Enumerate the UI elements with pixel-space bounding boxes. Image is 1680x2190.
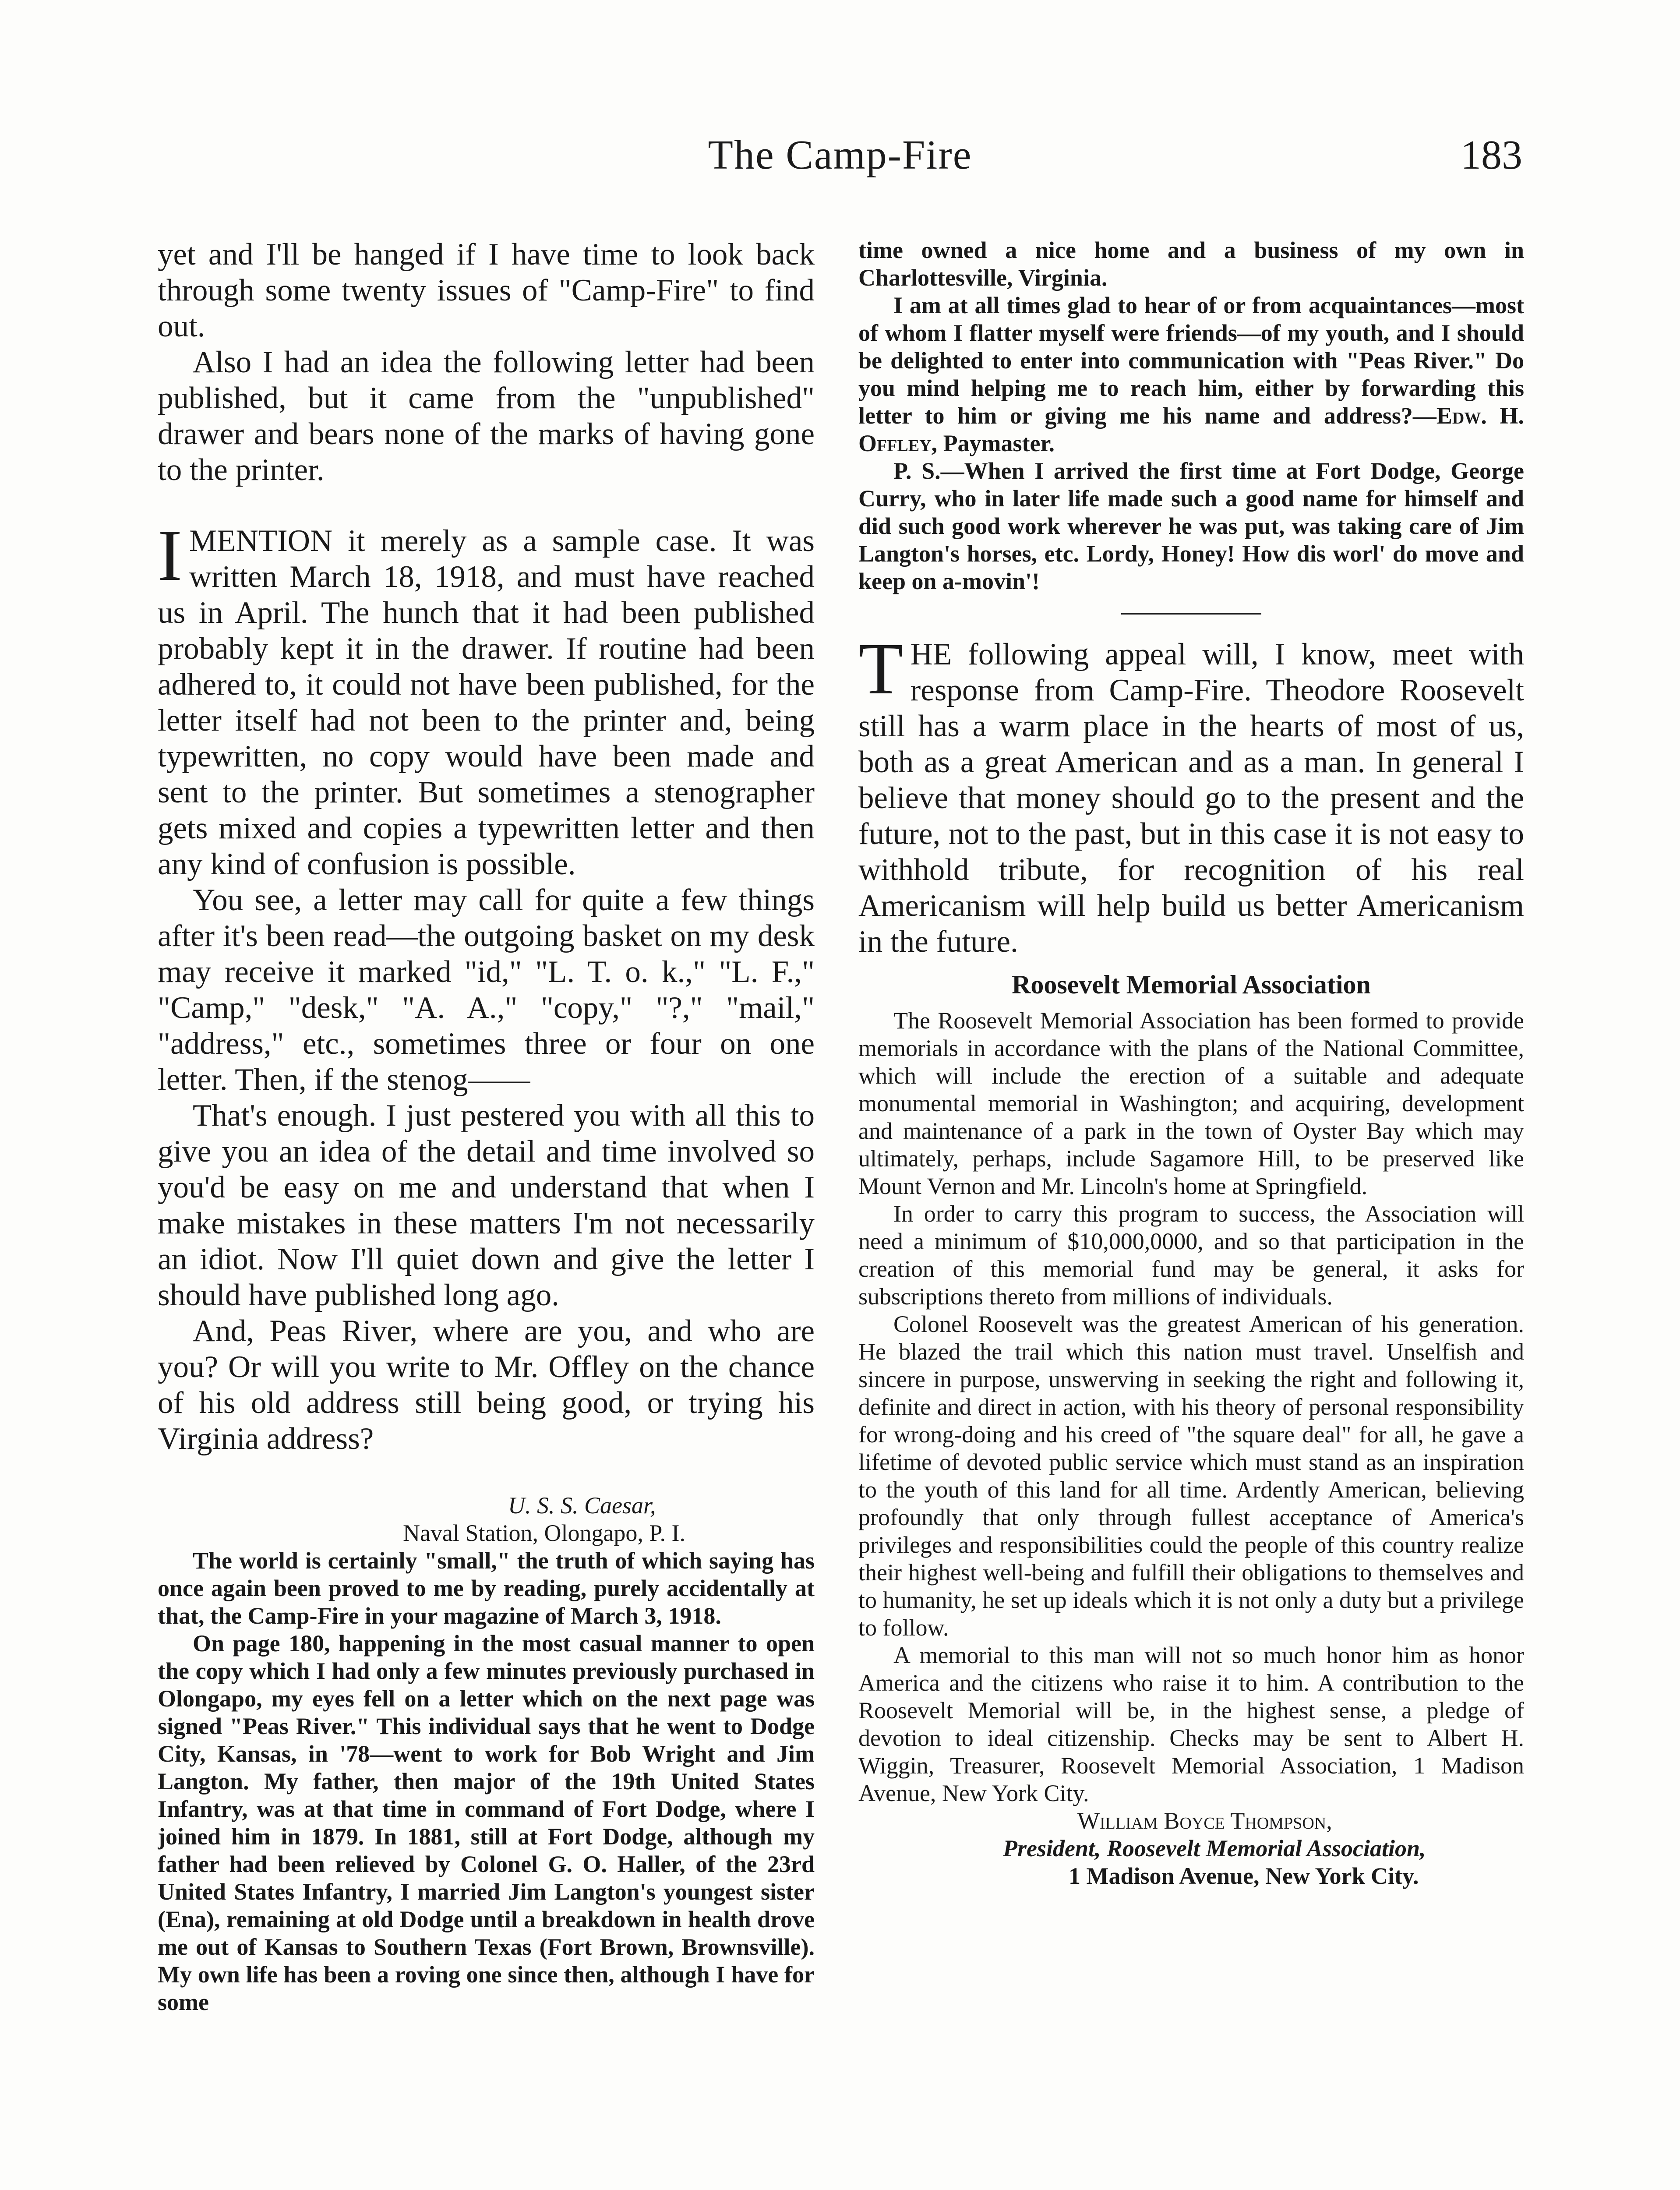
appeal-paragraph: Colonel Roosevelt was the greatest American of his generation. He blazed the trail which this nation must travel. Unselfish and sincere in purpose, unswerving in seeking the right and following it, definite and direct in action, with his theory of personal responsibility for wrong-doing and his creed of "the square deal" for all, he gave a lifetime of devoted public service which must stand as an inspiration to the youth of this land for all time. Ardently American, believing profoundly that only through fullest acceptance of America's privileges and responsibilities could the people of this country realize their highest well-being and fulfill their obligations to themselves and to humanity, he set up ideals which it is not only a duty but a privilege to follow. xyxy=(858,1311,1524,1641)
signatory-title: President, Roosevelt Memorial Association, xyxy=(1003,1835,1426,1862)
lead-paragraph: IMENTION it merely as a sample case. It was written March 18, 1918, and must have reached us in April. The hunch that it had been published probably kept it in the drawer. If routine had been adhered to, it could not have been published, for the letter itself had not been to the printer and, being typewritten, no copy would have been made and sent to the printer. But sometimes a stenographer gets mixed and copies a typewritten letter and then any kind of confusion is possible. xyxy=(158,515,815,881)
letter-paragraph: I am at all times glad to hear of or from acquaintances—most of whom I flatter myself were friends—of my youth, and I should be delighted to enter into communication with "Peas River." Do you mind helping me to reach him, either by forwarding this letter to him or giving me his name and address?—Edw. H. Offley, Paymaster. xyxy=(858,292,1524,456)
letter-signature: Edw. H. Offley xyxy=(858,403,1524,456)
paragraph: yet and I'll be hanged if I have time to look back through some twenty issues of "Camp-Fire" to find out. xyxy=(158,237,815,343)
running-title: The Camp-Fire xyxy=(708,132,972,178)
paragraph: You see, a letter may call for quite a few things after it's been read—the outgoing basket on my desk may receive it marked "id," "L. T. o. k.," "L. F.," "Camp," "desk," "A. A.," "copy," "?," "mail," "address," etc., sometimes three or four on one letter. Then, if the stenog—— xyxy=(158,883,815,1097)
page-header xyxy=(158,131,1522,193)
left-column xyxy=(158,237,815,2016)
signatory-address: 1 Madison Avenue, New York City. xyxy=(1069,1863,1419,1889)
appeal-paragraph: The Roosevelt Memorial Association has been formed to provide memorials in accordance with the plans of the National Committee, which will include the erection of a suitable and adequate monumental memorial in Washington; and acquiring, development and maintenance of a park in the town of Oyster Bay which may ultimately, perhaps, include Sagamore Hill, to be preserved like Mount Vernon and Mr. Lincoln's home at Springfield. xyxy=(858,1007,1524,1199)
appeal-paragraph: A memorial to this man will not so much honor him as honor America and the citizens who raise it to him. A contribution to the Roosevelt Memorial will be, in the highest sense, a pledge of devotion to ideal citizenship. Checks may be sent to Albert H. Wiggin, Treasurer, Roosevelt Memorial Association, 1 Madison Avenue, New York City. xyxy=(858,1642,1524,1806)
signatory-name: William Boyce Thompson, xyxy=(1077,1808,1332,1834)
paragraph: Also I had an idea the following letter had been published, but it came from the "unpublished" drawer and bears none of the marks of having gone to the printer. xyxy=(158,345,815,487)
appeal-paragraph: In order to carry this program to success, the Association will need a minimum of $10,000,0000, and so that participation in the creation of this memorial fund may be general, it asks for subscriptions thereto from millions of individuals. xyxy=(858,1201,1524,1310)
letter-postscript: P. S.—When I arrived the first time at Fort Dodge, George Curry, who in later life made such a good name for himself and did such good work wherever he was put, was taking care of Jim Langton's horses, etc. Lordy, Honey! How dis worl' do move and keep on a-movin'! xyxy=(858,458,1524,594)
section-divider xyxy=(1121,613,1261,615)
letter-location: Naval Station, Olongapo, P. I. xyxy=(403,1520,685,1546)
letter-paragraph: time owned a nice home and a business of my own in Charlottesville, Virginia. xyxy=(858,237,1524,291)
letter-dateline: U. S. S. Caesar, xyxy=(508,1492,656,1519)
lead-paragraph: THE following appeal will, I know, meet with response from Camp-Fire. Theodore Roosevelt still has a warm place in the hearts of most of us, both as a great American and as a man. In general I believe that money should go to the present and the future, not to the past, but in this case it is not easy to withhold tribute, for recognition of his real Americanism will help build us better Americanism in the future. xyxy=(858,628,1524,959)
letter-paragraph: On page 180, happening in the most casual manner to open the copy which I had only a few minutes previously purchased in Olongapo, my eyes fell on a letter which on the next page was signed "Peas River." This individual says that he went to Dodge City, Kansas, in '78—went to work for Bob Wright and Jim Langton. My father, then major of the 19th United States Infantry, was at that time in command of Fort Dodge, where I joined him in 1879. In 1881, still at Fort Dodge, although my father had been relieved by Colonel G. O. Haller, of the 23rd United States Infantry, I married Jim Langton's youngest sister (Ena), remaining at old Dodge until a breakdown in health drove me out of Kansas to Southern Texas (Fort Brown, Brownsville). My own life has been a roving one since then, although I have for some xyxy=(158,1630,815,2015)
section-heading: Roosevelt Memorial Association xyxy=(1012,970,1371,999)
letter-paragraph: The world is certainly "small," the truth of which saying has once again been proved to me by reading, purely accidentally at that, the Camp-Fire in your magazine of March 3, 1918. xyxy=(158,1547,815,1629)
paragraph: That's enough. I just pestered you with all this to give you an idea of the detail and time involved so you'd be easy on me and understand that when I make mistakes in these matters I'm not necessarily an idiot. Now I'll quiet down and give the letter I should have published long ago. xyxy=(158,1099,815,1312)
paragraph: And, Peas River, where are you, and who are you? Or will you write to Mr. Offley on the chance of his old address still being good, or trying his Virginia address? xyxy=(158,1314,815,1456)
page-number: 183 xyxy=(1461,132,1522,178)
right-column xyxy=(858,237,1524,1890)
